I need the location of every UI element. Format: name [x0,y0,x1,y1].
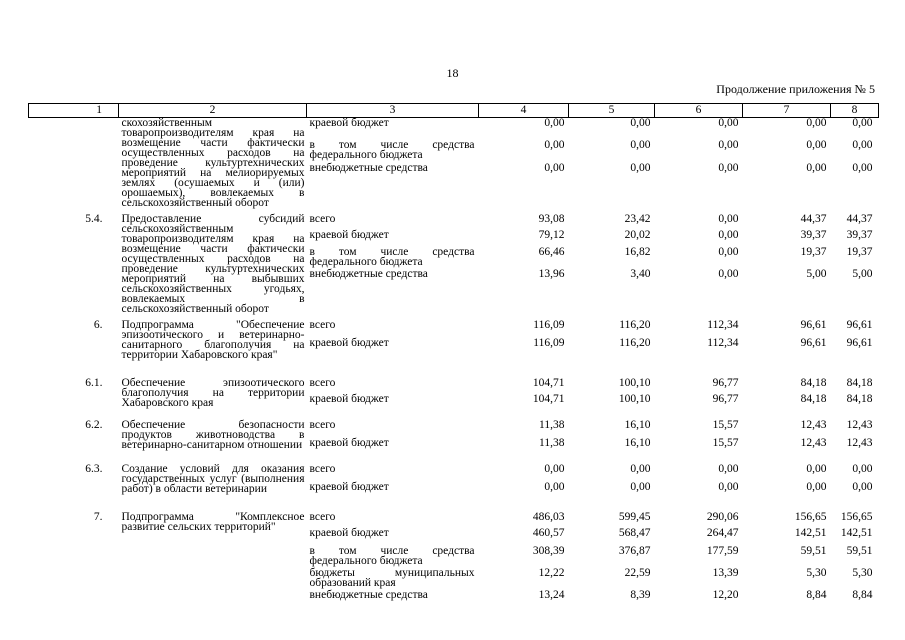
value-cell: 15,57 [712,419,739,431]
page-number: 18 [446,66,459,80]
value-cell: 0,00 [806,161,827,174]
value-cell: 96,61 [846,319,873,331]
value-cell: 142,51 [794,527,827,539]
value-cell: 84,18 [800,393,827,405]
column-header: 3 [307,104,479,118]
value-cell: 0,00 [806,139,827,152]
item-description: Предоставление субсидий сельскохозяйственным товаропроизводителям края на возмещение части фактически осуществленных расходов на проведение культуртехнических мероприятий на выбывших сельскохозяйственных угодьях, вовлекаемых в сельскохозяйственный оборот [121,213,305,315]
item-description: Создание условий для оказания государственных услуг (выполнения работ) в области ветеринарии [121,463,305,495]
value-cell: 84,18 [846,377,873,389]
item-description: скохозяйственным товаропроизводителям края на возмещение части фактически осуществленных расходов на проведение культуртехнических мероприятий на мелиорируемых землях (осушаемых и (или) орошаемых), вовлекаемых в сельскохозяйственный оборот [121,117,305,209]
value-cell: 0,00 [718,245,739,258]
value-cell: 0,00 [544,139,565,152]
value-cell: 460,57 [532,527,565,539]
column-header: 6 [655,104,743,118]
value-cell: 96,61 [800,337,827,349]
value-cell: 116,09 [533,319,565,331]
funding-source: краевой бюджет [309,393,389,405]
column-header: 8 [831,104,879,118]
value-cell: 96,77 [712,393,739,405]
value-cell: 84,18 [846,393,873,405]
value-cell: 0,00 [544,463,565,475]
value-cell: 66,46 [538,245,565,258]
column-header: 1 [29,104,119,118]
value-cell: 264,47 [706,527,739,539]
value-cell: 16,10 [624,419,651,431]
value-cell: 12,43 [800,419,827,431]
funding-source: краевой бюджет [309,229,389,242]
value-cell: 0,00 [544,481,565,493]
value-cell: 16,82 [624,245,651,258]
value-cell: 0,00 [630,139,651,152]
item-description: Обеспечение безопасности продуктов животноводства в ветеринарно-санитарном отношении [121,419,305,451]
column-header: 2 [119,104,307,118]
value-cell: 0,00 [718,268,739,281]
value-cell: 156,65 [840,511,873,523]
funding-source: в том числе средства федерального бюджета [309,245,475,268]
value-cell: 16,10 [624,437,651,449]
value-cell: 0,00 [806,463,827,475]
value-cell: 84,18 [800,377,827,389]
value-cell: 0,00 [852,463,873,475]
funding-source: всего [309,377,336,389]
value-cell: 0,00 [718,213,739,225]
value-cell: 0,00 [544,117,565,129]
value-cell: 0,00 [718,161,739,174]
item-number: 6.3. [85,463,103,475]
value-cell: 23,42 [624,213,651,225]
value-cell: 11,38 [539,419,565,431]
funding-source: всего [309,319,336,331]
value-cell: 59,51 [800,545,827,557]
value-cell: 44,37 [846,213,873,225]
value-cell: 5,30 [806,567,827,579]
value-cell: 0,00 [718,229,739,242]
item-number: 6.1. [85,377,103,389]
funding-source: всего [309,213,336,225]
value-cell: 0,00 [852,117,873,129]
table-row [29,378,879,394]
value-cell: 112,34 [707,319,739,331]
table-row [29,512,879,528]
funding-source: внебюджетные средства [309,161,428,174]
funding-source: в том числе средства федерального бюджета [309,139,475,162]
value-cell: 599,45 [618,511,651,523]
value-cell: 13,24 [538,589,565,601]
value-cell: 12,22 [538,567,565,579]
value-cell: 116,20 [619,337,651,349]
table-body [29,118,879,605]
item-number: 5.4. [85,213,103,225]
item-number: 6.2. [85,419,103,431]
header-row [29,104,879,118]
value-cell: 486,03 [532,511,565,523]
value-cell: 0,00 [852,139,873,152]
value-cell: 8,39 [630,589,651,601]
item-description: Подпрограмма "Комплексное развитие сельских территорий" [121,511,305,533]
value-cell: 100,10 [618,377,651,389]
value-cell: 0,00 [718,463,739,475]
value-cell: 104,71 [532,393,565,405]
value-cell: 19,37 [846,245,873,258]
funding-source: всего [309,511,336,523]
value-cell: 0,00 [630,481,651,493]
value-cell: 8,84 [806,589,827,601]
value-cell: 96,61 [800,319,827,331]
funding-source: краевой бюджет [309,337,389,349]
value-cell: 44,37 [800,213,827,225]
value-cell: 22,59 [624,567,651,579]
funding-source: краевой бюджет [309,481,389,493]
item-description: Подпрограмма "Обеспечение эпизоотического и ветеринарно-санитарного благополучия на территории Хабаровского края" [121,319,305,361]
column-header: 5 [569,104,655,118]
column-header: 7 [743,104,831,118]
value-cell: 290,06 [706,511,739,523]
value-cell: 0,00 [852,481,873,493]
value-cell: 177,59 [706,545,739,557]
item-number [29,118,119,209]
table-row [29,420,879,438]
value-cell: 12,20 [712,589,739,601]
value-cell: 12,43 [846,419,873,431]
value-cell: 13,96 [538,268,565,281]
table-row [29,320,879,338]
value-cell: 0,00 [852,161,873,174]
funding-source: в том числе средства федерального бюджета [309,545,475,567]
value-cell: 0,00 [630,161,651,174]
value-cell: 96,77 [712,377,739,389]
value-cell: 104,71 [532,377,565,389]
item-description: Обеспечение эпизоотического благополучия на территории Хабаровского края [121,377,305,409]
value-cell: 116,09 [533,337,565,349]
funding-source: всего [309,419,336,431]
value-cell: 308,39 [532,545,565,557]
value-cell: 15,57 [712,437,739,449]
value-cell: 116,20 [619,319,651,331]
funding-source: бюджеты муниципальных образований края [309,567,475,589]
value-cell: 0,00 [630,117,651,129]
value-cell: 39,37 [846,229,873,242]
value-cell: 0,00 [544,161,565,174]
value-cell: 11,38 [539,437,565,449]
value-cell: 93,08 [538,213,565,225]
value-cell: 142,51 [840,527,873,539]
funding-source: внебюджетные средства [309,268,428,281]
item-number: 6. [93,319,103,331]
funding-source: краевой бюджет [309,117,389,129]
value-cell: 96,61 [846,337,873,349]
value-cell: 100,10 [618,393,651,405]
value-cell: 59,51 [846,545,873,557]
column-header: 4 [479,104,569,118]
continuation-label: Продолжение приложения № 5 [716,82,875,96]
funding-source: краевой бюджет [309,437,389,449]
value-cell: 12,43 [846,437,873,449]
item-number: 7. [93,511,103,523]
value-cell: 8,84 [852,589,873,601]
value-cell: 376,87 [618,545,651,557]
value-cell: 3,40 [630,268,651,281]
value-cell: 39,37 [800,229,827,242]
value-cell: 0,00 [806,117,827,129]
table-row [29,118,879,141]
value-cell: 79,12 [538,229,565,242]
value-cell: 20,02 [624,229,651,242]
funding-source: краевой бюджет [309,527,389,539]
value-cell: 156,65 [794,511,827,523]
value-cell: 568,47 [618,527,651,539]
value-cell: 0,00 [718,139,739,152]
funding-source: всего [309,463,336,475]
table-row [29,214,879,230]
value-cell: 0,00 [630,463,651,475]
value-cell: 13,39 [712,567,739,579]
value-cell: 19,37 [800,245,827,258]
value-cell: 0,00 [806,481,827,493]
value-cell: 5,00 [806,268,827,281]
value-cell: 12,43 [800,437,827,449]
budget-table [28,103,879,604]
funding-source: внебюджетные средства [309,589,428,601]
value-cell: 5,30 [852,567,873,579]
value-cell: 112,34 [707,337,739,349]
value-cell: 0,00 [718,117,739,129]
value-cell: 0,00 [718,481,739,493]
table-row [29,464,879,482]
value-cell: 5,00 [852,268,873,281]
